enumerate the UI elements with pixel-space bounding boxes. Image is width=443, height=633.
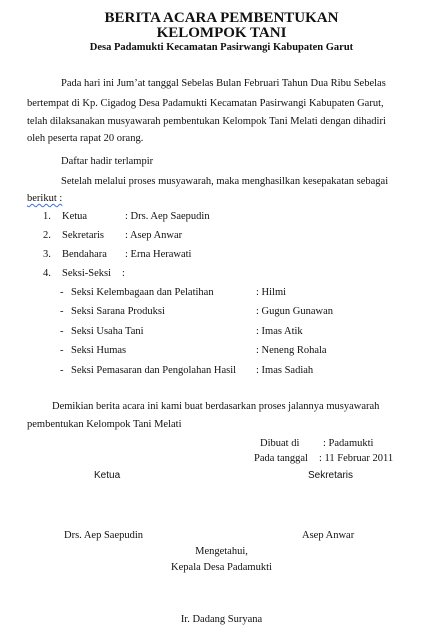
acknowledge-label: Mengetahui,	[195, 546, 248, 557]
section-name: Seksi Sarana Produksi	[71, 306, 165, 317]
officer-role: Sekretaris	[62, 230, 104, 241]
section-name: Seksi Usaha Tani	[71, 326, 144, 337]
section-name: Seksi Humas	[71, 345, 127, 356]
section-name: Seksi Kelembagaan dan Pelatihan	[71, 287, 214, 298]
officer-number: 2.	[43, 230, 51, 241]
section-name: Seksi Pemasaran dan Pengolahan Hasil	[71, 365, 237, 376]
paragraph-1-line-2: bertempat di Kp. Cigadog Desa Padamukti Kecamatan Pasirwangi Kabupaten Garut,	[27, 98, 384, 109]
officer-name: : Erna Herawati	[125, 249, 192, 260]
paragraph-2-line-2: berikut :	[27, 193, 63, 204]
closing-line-2: pembentukan Kelompok Tani Melati	[27, 419, 182, 430]
paragraph-2-line-1: Setelah melalui proses musyawarah, maka menghasilkan kesepakatan sebagai	[61, 176, 389, 187]
officer-role: Ketua	[62, 211, 88, 222]
made-at-label: Dibuat di	[260, 438, 300, 449]
made-at-value: : Padamukti	[323, 438, 374, 449]
section-bullet: -	[60, 326, 64, 337]
officer-name: :	[122, 268, 125, 279]
paragraph-1-line-3: telah dilaksanakan musyawarah pembentukan Kelompok Tani Melati dengan dihadiri	[27, 116, 386, 127]
chairman-name: Drs. Aep Saepudin	[64, 530, 144, 541]
paragraph-1-line-1: Pada hari ini Jum’at tanggal Sebelas Bulan Februari Tahun Dua Ribu Sebelas	[61, 78, 386, 89]
section-person: : Gugun Gunawan	[256, 306, 333, 317]
officer-number: 3.	[43, 249, 51, 260]
officer-number: 1.	[43, 211, 51, 222]
officer-name: : Drs. Aep Saepudin	[125, 211, 210, 222]
secretary-role: Sekretaris	[308, 470, 354, 481]
secretary-name: Asep Anwar	[302, 530, 355, 541]
date-value: : 11 Februar 2011	[319, 453, 394, 464]
attendance-note: Daftar hadir terlampir	[61, 156, 154, 167]
date-label: Pada tanggal	[254, 453, 308, 464]
section-person: : Imas Sadiah	[256, 365, 314, 376]
officer-role: Seksi-Seksi	[62, 268, 112, 279]
section-bullet: -	[60, 345, 64, 356]
paragraph-1-line-4: oleh peserta rapat 20 orang.	[27, 133, 144, 144]
section-bullet: -	[60, 306, 64, 317]
chairman-role: Ketua	[94, 470, 121, 481]
village-head-title: Kepala Desa Padamukti	[171, 562, 272, 573]
document-title-line2: KELOMPOK TANI	[156, 25, 287, 41]
village-head-name: Ir. Dadang Suryana	[180, 614, 263, 625]
closing-line-1: Demikian berita acara ini kami buat berdasarkan proses jalannya musyawarah	[52, 401, 380, 412]
section-bullet: -	[60, 287, 64, 298]
section-person: : Hilmi	[256, 287, 287, 298]
officer-role: Bendahara	[62, 249, 107, 260]
section-bullet: -	[60, 365, 64, 376]
officer-name: : Asep Anwar	[125, 230, 183, 241]
document-title: BERITA ACARA PEMBENTUKAN	[104, 10, 339, 26]
officer-number: 4.	[43, 268, 51, 279]
document-subtitle: Desa Padamukti Kecamatan Pasirwangi Kabupaten Garut	[89, 42, 354, 53]
section-person: : Neneng Rohala	[256, 345, 327, 356]
section-person: : Imas Atik	[256, 326, 303, 337]
